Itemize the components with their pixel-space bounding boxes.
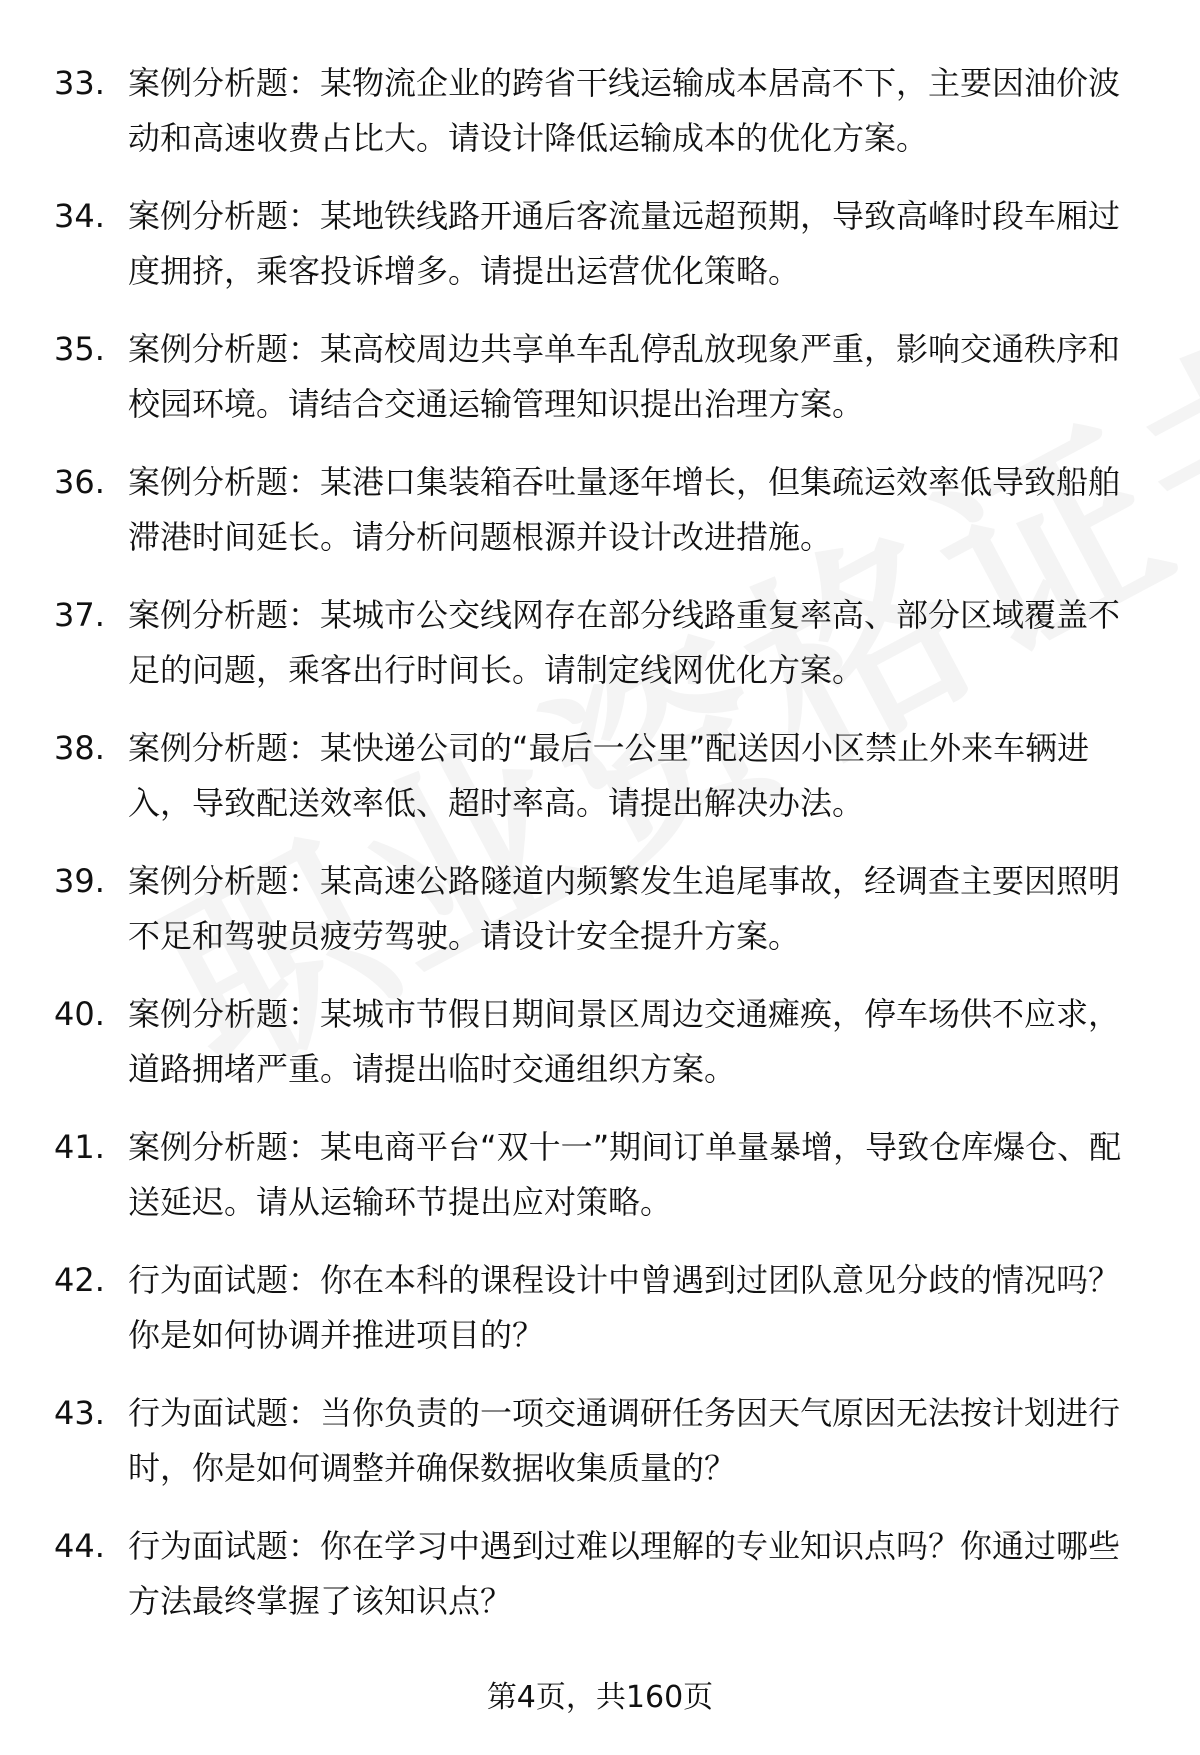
page-footer: 第4页，共160页 (486, 1680, 714, 1715)
question-number: 39. (54, 862, 105, 900)
question-number: 40. (54, 995, 105, 1033)
question-text: 案例分析题：某物流企业的跨省干线运输成本居高不下，主要因油价波动和高速收费占比大。请设计降低运输成本的优化方案。 (128, 64, 1121, 157)
question-number: 44. (54, 1527, 105, 1565)
question-item (0, 588, 1200, 721)
question-number: 36. (54, 463, 105, 501)
question-number: 34. (54, 197, 105, 235)
question-item (0, 1120, 1200, 1253)
question-text: 案例分析题：某高速公路隧道内频繁发生追尾事故，经调查主要因照明不足和驾驶员疲劳驾驶。请设计安全提升方案。 (128, 862, 1121, 955)
question-text: 行为面试题：你在本科的课程设计中曾遇到过团队意见分歧的情况吗？你是如何协调并推进项目的？ (128, 1261, 1121, 1354)
question-number: 42. (54, 1261, 105, 1299)
question-text: 案例分析题：某城市公交线网存在部分线路重复率高、部分区域覆盖不足的问题，乘客出行时间长。请制定线网优化方案。 (128, 596, 1121, 689)
question-item (0, 1519, 1200, 1652)
question-number: 38. (54, 729, 105, 767)
question-text: 案例分析题：某港口集装箱吞吐量逐年增长，但集疏运效率低导致船舶滞港时间延长。请分析问题根源并设计改进措施。 (128, 463, 1121, 556)
question-number: 41. (54, 1128, 105, 1166)
question-item (0, 1386, 1200, 1519)
question-item (0, 322, 1200, 455)
question-number: 35. (54, 330, 105, 368)
question-item (0, 721, 1200, 854)
question-number: 43. (54, 1394, 105, 1432)
question-item (0, 987, 1200, 1120)
question-number: 33. (54, 64, 105, 102)
question-text: 案例分析题：某电商平台“双十一”期间订单量暴增，导致仓库爆仓、配送延迟。请从运输环节提出应对策略。 (128, 1128, 1122, 1221)
question-item (0, 1253, 1200, 1386)
question-item (0, 854, 1200, 987)
question-item (0, 189, 1200, 322)
question-text: 案例分析题：某高校周边共享单车乱停乱放现象严重，影响交通秩序和校园环境。请结合交通运输管理知识提出治理方案。 (128, 330, 1121, 423)
question-text: 行为面试题：当你负责的一项交通调研任务因天气原因无法按计划进行时，你是如何调整并确保数据收集质量的？ (128, 1394, 1121, 1487)
question-number: 37. (54, 596, 105, 634)
question-item (0, 455, 1200, 588)
question-text: 案例分析题：某地铁线路开通后客流量远超预期，导致高峰时段车厢过度拥挤，乘客投诉增多。请提出运营优化策略。 (128, 197, 1121, 290)
question-list (0, 56, 1200, 1652)
question-text: 行为面试题：你在学习中遇到过难以理解的专业知识点吗？你通过哪些方法最终掌握了该知识点？ (128, 1527, 1121, 1620)
question-text: 案例分析题：某快递公司的“最后一公里”配送因小区禁止外来车辆进入，导致配送效率低、超时率高。请提出解决办法。 (128, 729, 1090, 822)
question-item (0, 56, 1200, 189)
question-text: 案例分析题：某城市节假日期间景区周边交通瘫痪，停车场供不应求，道路拥堵严重。请提出临时交通组织方案。 (128, 995, 1121, 1088)
